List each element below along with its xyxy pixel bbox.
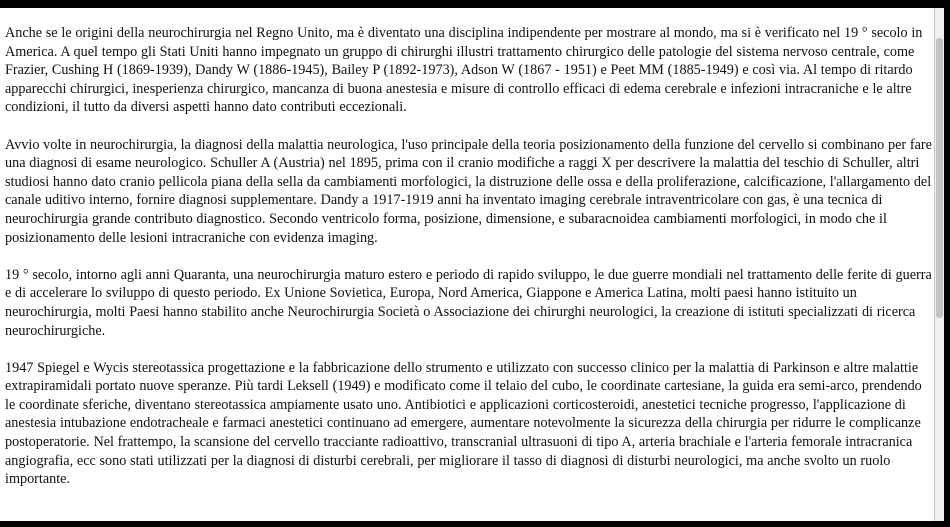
- document-body: [5, 24, 935, 507]
- paragraph-4: 1947 Spiegel e Wycis stereotassica progettazione e la fabbricazione dello strumento e utilizzato con successo clinico per la malattia di Parkinson e altre malattie extrapiramidali portato nuove speranze. Più tardi Leksell (1949) e modificato come il telaio del cubo, le coordinate cartesiane, la guida era semi-arco, prendendo le coordinate sferiche, diventano stereotassica ampiamente usato uno. Antibiotici e applicazioni corticosteroidi, anestetici tecniche progresso, l'applicazione di anestesia intubazione endotracheale e farmaci anestetici continuano ad emergere, aumentare notevolmente la sicurezza della chirurgia per ridurre le complicanze postoperatorie. Nel frattempo, la scansione del cervello tracciante radioattivo, transcranial ultrasuoni di tipo A, arteria brachiale e l'arteria femorale intracranica angiografia, ecc sono stati utilizzati per la diagnosi di disturbi cerebrali, per migliorare il tasso di diagnosi di disturbi neurologici, ma anche svolto un ruolo importante.: [5, 359, 922, 488]
- scrollbar-thumb[interactable]: [936, 38, 943, 318]
- paragraph-2: Avvio volte in neurochirurgia, la diagnosi della malattia neurologica, l'uso principale della teoria posizionamento della funzione del cervello si combinano per fare una diagnosi di esame neurologico. Schuller A (Austria) nel 1895, prima con il cranio modifiche a raggi X per descrivere la malattia del teschio di Schuller, altri studiosi hanno dato cranio pellicola piana della sella da cambiamenti morfologici, la distruzione delle ossa e della proliferazione, calcificazione, l'allargamento del canale uditivo interno, fornire diagnosi supplementare. Dandy a 1917-1919 anni ha inventato imaging cerebrale intraventricolare con gas, è una tecnica di neurochirurgia grande contributo diagnostico. Secondo ventricolo forma, posizione, dimensione, e subaracnoidea cambiamenti morfologici, in modo che il posizionamento delle lesioni intracraniche con evidenza imaging.: [5, 136, 932, 246]
- paragraph-3: 19 ° secolo, intorno agli anni Quaranta, una neurochirurgia maturo estero e periodo di rapido sviluppo, le due guerre mondiali nel trattamento delle ferite di guerra e di accelerare lo sviluppo di questo periodo. Ex Unione Sovietica, Europa, Nord America, Giappone e America Latina, molti paesi hanno istituito un neurochirurgia, molti Paesi hanno stabilito anche Neurochirurgia Società o Associazione dei chirurghi neurologici, la creazione di istituti specializzati di ricerca neurochirurgiche.: [5, 266, 932, 339]
- document-page: [0, 8, 944, 521]
- vertical-scrollbar[interactable]: [934, 8, 944, 521]
- paragraph-1: Anche se le origini della neurochirurgia nel Regno Unito, ma è diventato una disciplina indipendente per mostrare al mondo, ma si è verificato nel 19 ° secolo in America. A quel tempo gli Stati Uniti hanno impegnato un gruppo di chirurghi illustri trattamento chirurgico delle patologie del sistema nervoso centrale, come Frazier, Cushing H (1869-1939), Dandy W (1886-1945), Bailey P (1892-1973), Adson W (1867 - 1951) e Peet MM (1885-1949) e così via. Al tempo di ritardo apparecchi chirurgici, inesperienza chirurgico, mancanza di buona anestesia e misure di controllo efficaci di edema cerebrale e infezioni intracraniche e le altre condizioni, il tutto da diversi aspetti hanno dato contributi eccezionali.: [5, 25, 923, 116]
